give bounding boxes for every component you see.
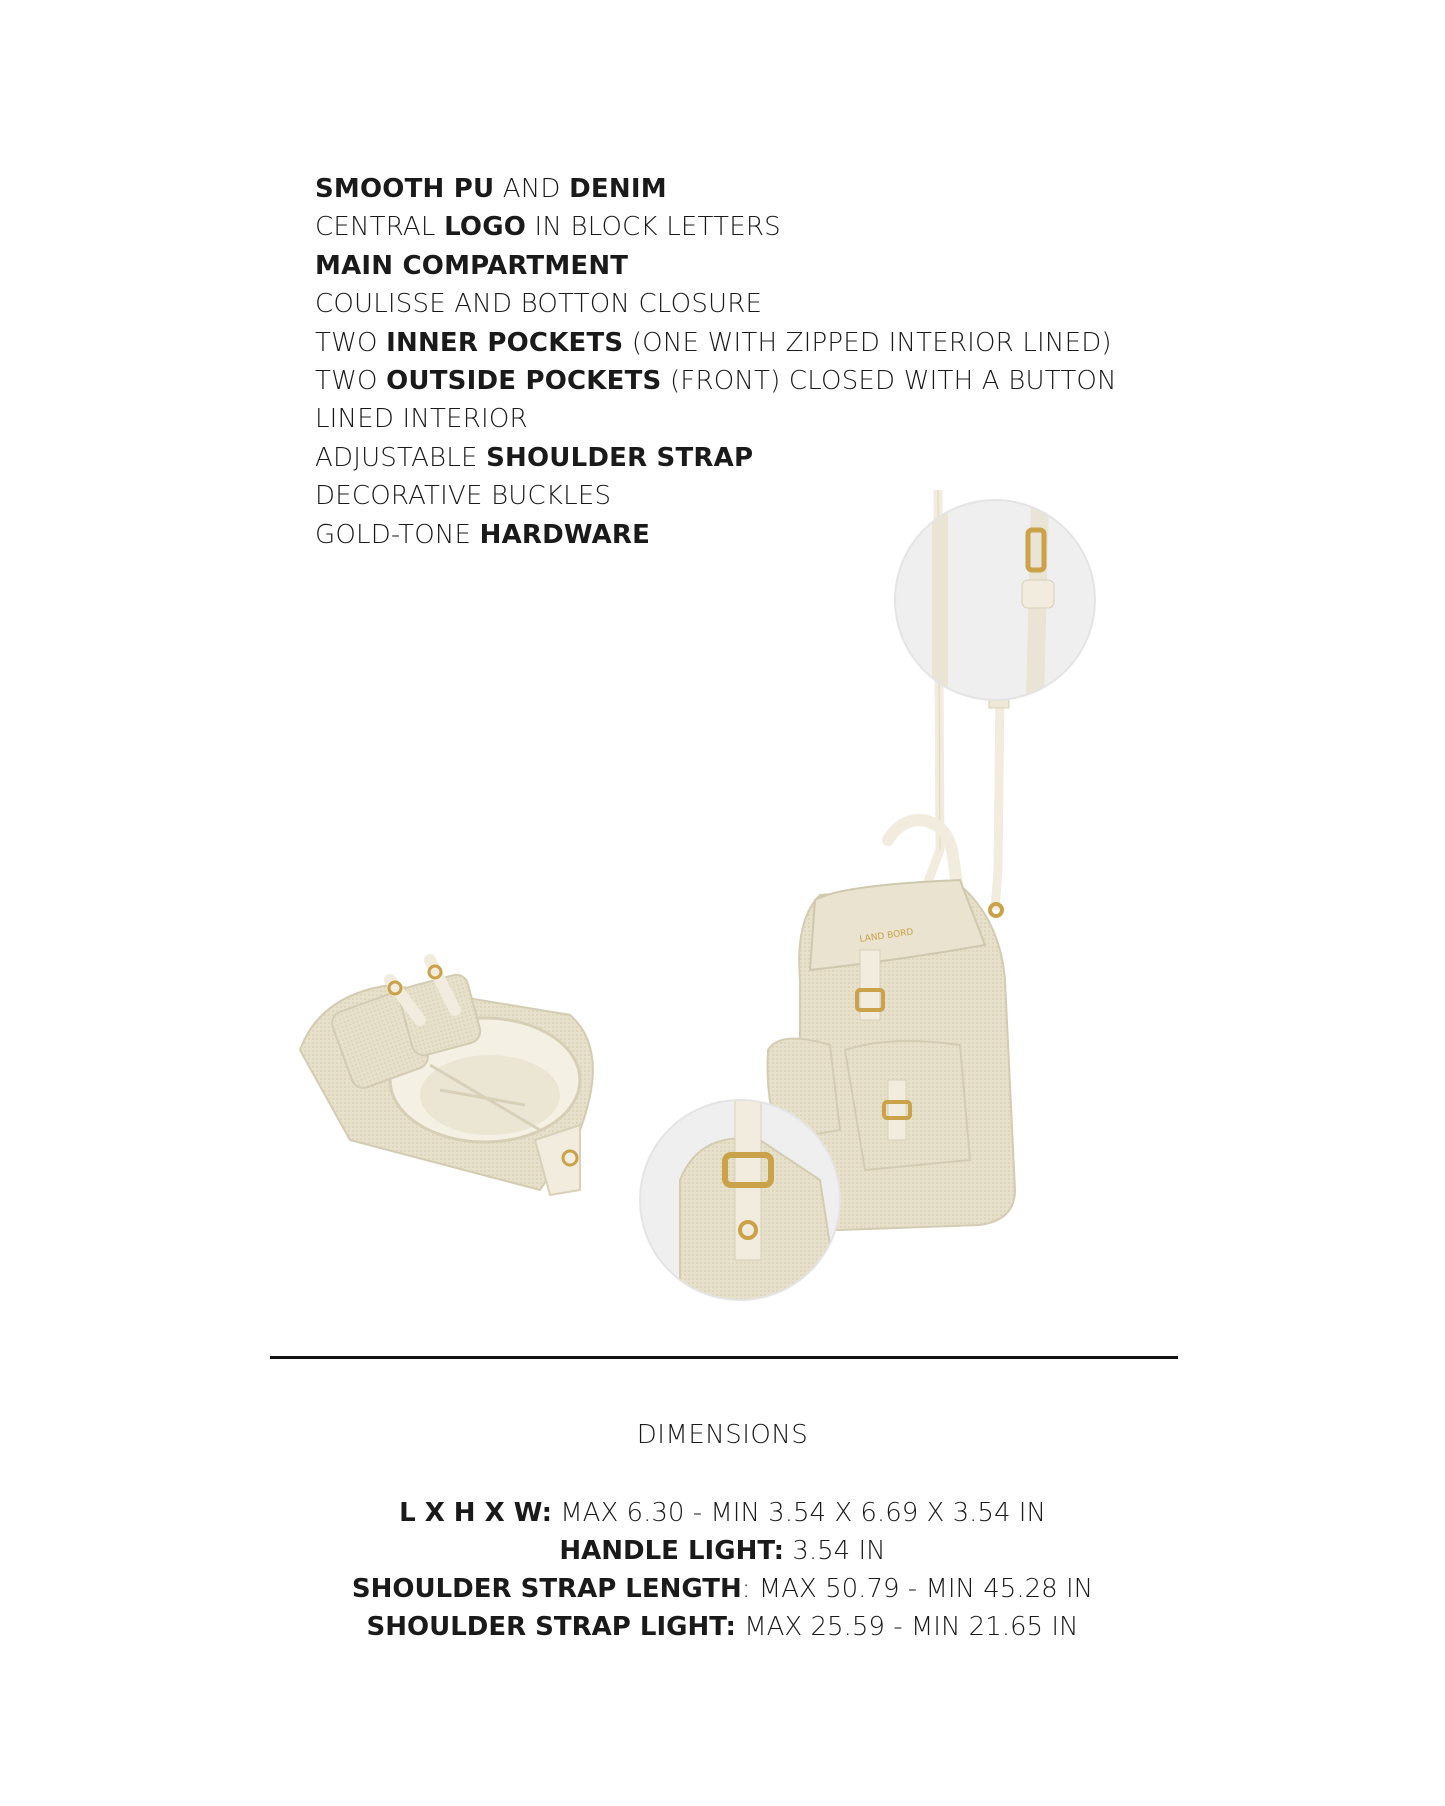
feature-text: TWO: [315, 327, 387, 358]
dimension-value: MAX 6.30 - MIN 3.54 X 6.69 X 3.54 IN: [551, 1498, 1046, 1528]
dimension-value: : MAX 50.79 - MIN 45.28 IN: [741, 1574, 1094, 1604]
feature-item: [315, 247, 1117, 285]
dimension-row: [0, 1570, 1445, 1608]
bag-logo: LAND BORD: [859, 927, 915, 945]
feature-text: (ONE WITH ZIPPED INTERIOR LINED): [623, 327, 1112, 358]
product-photo: [280, 490, 1180, 1320]
feature-text: IN BLOCK LETTERS: [526, 212, 781, 243]
dimension-row: [0, 1608, 1445, 1646]
feature-item: [315, 439, 1117, 477]
dimension-label: SHOULDER STRAP LIGHT:: [366, 1612, 736, 1642]
feature-keyword: OUTSIDE POCKETS: [386, 366, 662, 397]
feature-text: LINED INTERIOR: [315, 404, 528, 435]
feature-text: TWO: [315, 366, 387, 397]
feature-text: DECORATIVE BUCKLES: [315, 481, 612, 512]
feature-item: [315, 324, 1117, 362]
feature-text: ADJUSTABLE: [315, 442, 487, 473]
dimension-label: HANDLE LIGHT:: [559, 1536, 785, 1566]
feature-text: CENTRAL: [315, 212, 445, 243]
dimension-value: MAX 25.59 - MIN 21.65 IN: [735, 1612, 1079, 1642]
dimension-row: [0, 1494, 1445, 1532]
strap-detail-circle: [895, 500, 1095, 700]
feature-keyword: LOGO: [444, 212, 527, 243]
dimensions-heading: DIMENSIONS: [636, 1420, 809, 1450]
feature-text: GOLD-TONE: [315, 519, 480, 550]
feature-item: [315, 362, 1117, 400]
dimension-label: SHOULDER STRAP LENGTH: [351, 1574, 742, 1604]
feature-keyword: SMOOTH PU: [315, 174, 495, 204]
dimension-label: L X H X W:: [399, 1498, 552, 1528]
feature-item: [315, 208, 1117, 246]
feature-item: [315, 285, 1117, 323]
dimension-row: [0, 1532, 1445, 1570]
feature-text: (FRONT) CLOSED WITH A BUTTON: [661, 366, 1117, 397]
feature-text: AND: [494, 174, 570, 204]
buckle-detail-circle: [640, 1100, 840, 1310]
feature-item: [315, 400, 1117, 438]
feature-keyword: INNER POCKETS: [386, 327, 624, 358]
dimensions-list: [0, 1494, 1445, 1646]
feature-keyword: HARDWARE: [479, 519, 651, 550]
feature-text: COULISSE AND BOTTON CLOSURE: [315, 289, 763, 320]
feature-keyword: DENIM: [569, 174, 667, 204]
feature-keyword: MAIN COMPARTMENT: [315, 250, 629, 281]
feature-item: [315, 170, 1117, 208]
feature-keyword: SHOULDER STRAP: [486, 442, 754, 473]
open-bag-view: [300, 960, 593, 1195]
dimension-value: 3.54 IN: [784, 1536, 886, 1566]
section-divider: [270, 1356, 1178, 1359]
